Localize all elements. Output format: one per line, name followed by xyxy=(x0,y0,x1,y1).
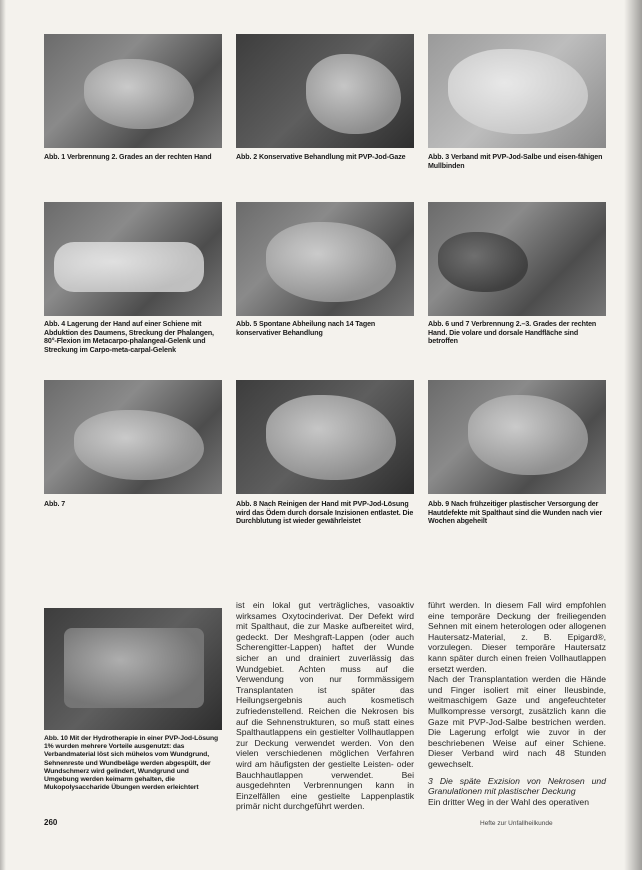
right-column-paragraph-1: führt werden. In diesem Fall wird empfohlen eine temporäre Deckung der freiliegenden Sehnen mit einem heterologen oder allogenen Hautersatz-Material, z. B. Epigard®, vorzulegen. Dieser temporäre Hautersatz kann später durch einen freien Vollhautlappen ersetzt werden. xyxy=(428,600,606,674)
text-column-right xyxy=(428,600,606,807)
book-spine-shadow xyxy=(0,0,6,870)
right-column-paragraph-3: Ein dritter Weg in der Wahl des operativen xyxy=(428,796,589,807)
figure-1-photo xyxy=(44,34,222,148)
figure-2-photo xyxy=(236,34,414,148)
figure-4-photo xyxy=(44,202,222,316)
figure-8-caption: Abb. 8 Nach Reinigen der Hand mit PVP-Jod-Lösung wird das Ödem durch dorsale Inzisionen entlastet. Die Durchblutung ist wieder gewährleistet xyxy=(236,500,414,526)
figure-9-photo xyxy=(428,380,606,494)
figure-6-caption: Abb. 6 und 7 Verbrennung 2.–3. Grades der rechten Hand. Die volare und dorsale Handfläche sind betroffen xyxy=(428,320,597,346)
figure-5-caption: Abb. 5 Spontane Abheilung nach 14 Tagen konservativer Behandlung xyxy=(236,320,376,337)
figure-2-caption: Abb. 2 Konservative Behandlung mit PVP-Jod-Gaze xyxy=(236,153,406,161)
figure-1-caption: Abb. 1 Verbrennung 2. Grades an der rechten Hand xyxy=(44,153,212,161)
figure-10-photo xyxy=(44,608,222,730)
figure-3-photo xyxy=(428,34,606,148)
figure-7-caption: Abb. 7 xyxy=(44,500,66,508)
figure-9-caption: Abb. 9 Nach frühzeitiger plastischer Versorgung der Hautdefekte mit Spalthaut sind die Wunden nach vier Wochen abgeheilt xyxy=(428,500,603,526)
page-footer: Hefte zur Unfallheilkunde xyxy=(480,820,553,827)
figure-10-caption: Abb. 10 Mit der Hydrotherapie in einer PVP-Jod-Lösung 1% wurden mehrere Vorteile ausgenutzt: das Verbandmaterial löst sich mühelos vom Wundgrund, Sehnenreste und Wundbeläge werden abgespült, der Wundschmerz wird gelindert, Wundgrund und Umgebung werden keimarm gehalten, die Mukopolysaccharide Übungen werden erleichtert xyxy=(44,735,219,792)
figure-7-photo xyxy=(44,380,222,494)
figure-8-photo xyxy=(236,380,414,494)
figure-4-caption: Abb. 4 Lagerung der Hand auf einer Schiene mit Abduktion des Daumens, Streckung der Phalangen, 80°-Flexion im Metacarpo-phalangeal-Gelenk und Streckung im Carpo-meta-carpal-Gelenk xyxy=(44,320,214,354)
figure-6-photo xyxy=(428,202,606,316)
middle-column-text: ist ein lokal gut verträgliches, vasoaktiv wirksames Oxytocinderivat. Der Defekt wird mit Spalthaut, die zur Maske aufbereitet wird, gedeckt. Der Meshgraft-Lappen (oder auch Scherengitter-Lappen) haftet der Wunde sicher an und drainiert zuverlässig das Wundgebiet. Achten muss auf die Verwendung von nur formmässigem Transplantaten ist später das Heilungsergebnis auch kosmetisch zufriedenstellend. Reichen die Nekrosen bis auf die Sehnenstrukturen, so muß statt eines Spalthautlappens ein gestielter Vollhautlappen zur Deckung verwendet werden. Von den vielen verschiedenen möglichen Verfahren wird am häufigsten der gestielte Leisten- oder Bauchhautlappen verwendet. Bei ausgedehnten Verbrennungen kann in Einzelfällen eine gestielte Lappenplastik primär nicht durchgeführt werden. xyxy=(236,600,414,812)
page-edge-shadow xyxy=(624,0,642,870)
right-column-paragraph-2: Nach der Transplantation werden die Hände und Finger isoliert mit einer Ileusbinde, weitmaschigem Gaze und angefeuchteter Mullkompresse versorgt, zusätzlich kann die Gaze mit PVP-Jod-Salbe bestrichen werden. Die Lagerung erfolgt wie zuvor in der beschriebenen Weise auf einer Schiene. Dieser Verband wird nach 48 Stunden gewechselt. xyxy=(428,674,606,769)
section-heading: 3 Die späte Exzision von Nekrosen und Granulationen mit plastischer Deckung xyxy=(428,775,606,797)
text-column-middle xyxy=(236,600,414,812)
figure-5-photo xyxy=(236,202,414,316)
figure-3-caption: Abb. 3 Verband mit PVP-Jod-Salbe und eisen-fähigen Mullbinden xyxy=(428,153,603,170)
page-number: 260 xyxy=(44,818,58,827)
